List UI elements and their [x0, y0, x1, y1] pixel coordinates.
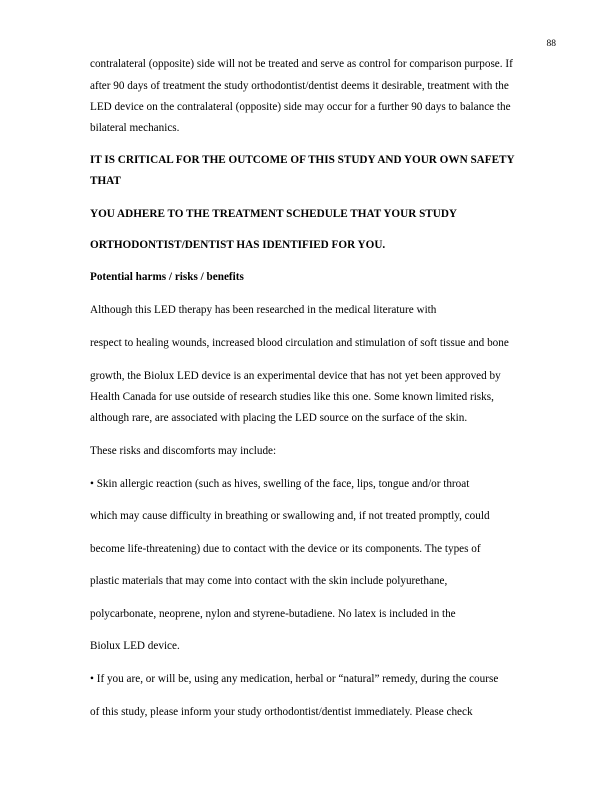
body-text-line: LED device on the contralateral (opposite) side may occur for a further 90 days to balance the	[90, 101, 511, 113]
body-text-line: growth, the Biolux LED device is an experimental device that has not yet been approved by	[90, 370, 501, 382]
bullet-text-line: of this study, please inform your study orthodontist/dentist immediately. Please check	[90, 706, 473, 718]
body-text-line: after 90 days of treatment the study orthodontist/dentist deems it desirable, treatment with the	[90, 80, 509, 92]
bullet-text-line: Biolux LED device.	[90, 640, 180, 652]
section-heading: Potential harms / risks / benefits	[90, 271, 244, 283]
body-text-line: contralateral (opposite) side will not be treated and serve as control for comparison purpose. If	[90, 58, 513, 70]
bullet-text-line: become life-threatening) due to contact with the device or its components. The types of	[90, 543, 481, 555]
bullet-text-line: • Skin allergic reaction (such as hives, swelling of the face, lips, tongue and/or throat	[90, 478, 470, 490]
bullet-text-line: • If you are, or will be, using any medication, herbal or “natural” remedy, during the course	[90, 673, 499, 685]
body-text-line: Although this LED therapy has been researched in the medical literature with	[90, 304, 437, 316]
warning-heading-line: IT IS CRITICAL FOR THE OUTCOME OF THIS STUDY AND YOUR OWN SAFETY	[90, 154, 515, 166]
warning-heading-line: ORTHODONTIST/DENTIST HAS IDENTIFIED FOR YOU.	[90, 239, 386, 251]
bullet-text-line: polycarbonate, neoprene, nylon and styrene-butadiene. No latex is included in the	[90, 608, 456, 620]
body-text-line: bilateral mechanics.	[90, 122, 180, 134]
warning-heading-line: YOU ADHERE TO THE TREATMENT SCHEDULE THAT YOUR STUDY	[90, 208, 457, 220]
body-text-line: These risks and discomforts may include:	[90, 445, 277, 457]
warning-heading-line: THAT	[90, 175, 121, 187]
body-text-line: although rare, are associated with placing the LED source on the surface of the skin.	[90, 412, 468, 424]
bullet-text-line: which may cause difficulty in breathing or swallowing and, if not treated promptly, could	[90, 510, 490, 522]
body-text-line: respect to healing wounds, increased blood circulation and stimulation of soft tissue and bone	[90, 337, 509, 349]
body-text-line: Health Canada for use outside of research studies like this one. Some known limited risks,	[90, 391, 494, 403]
bullet-text-line: plastic materials that may come into contact with the skin include polyurethane,	[90, 575, 448, 587]
page-number: 88	[546, 39, 556, 49]
